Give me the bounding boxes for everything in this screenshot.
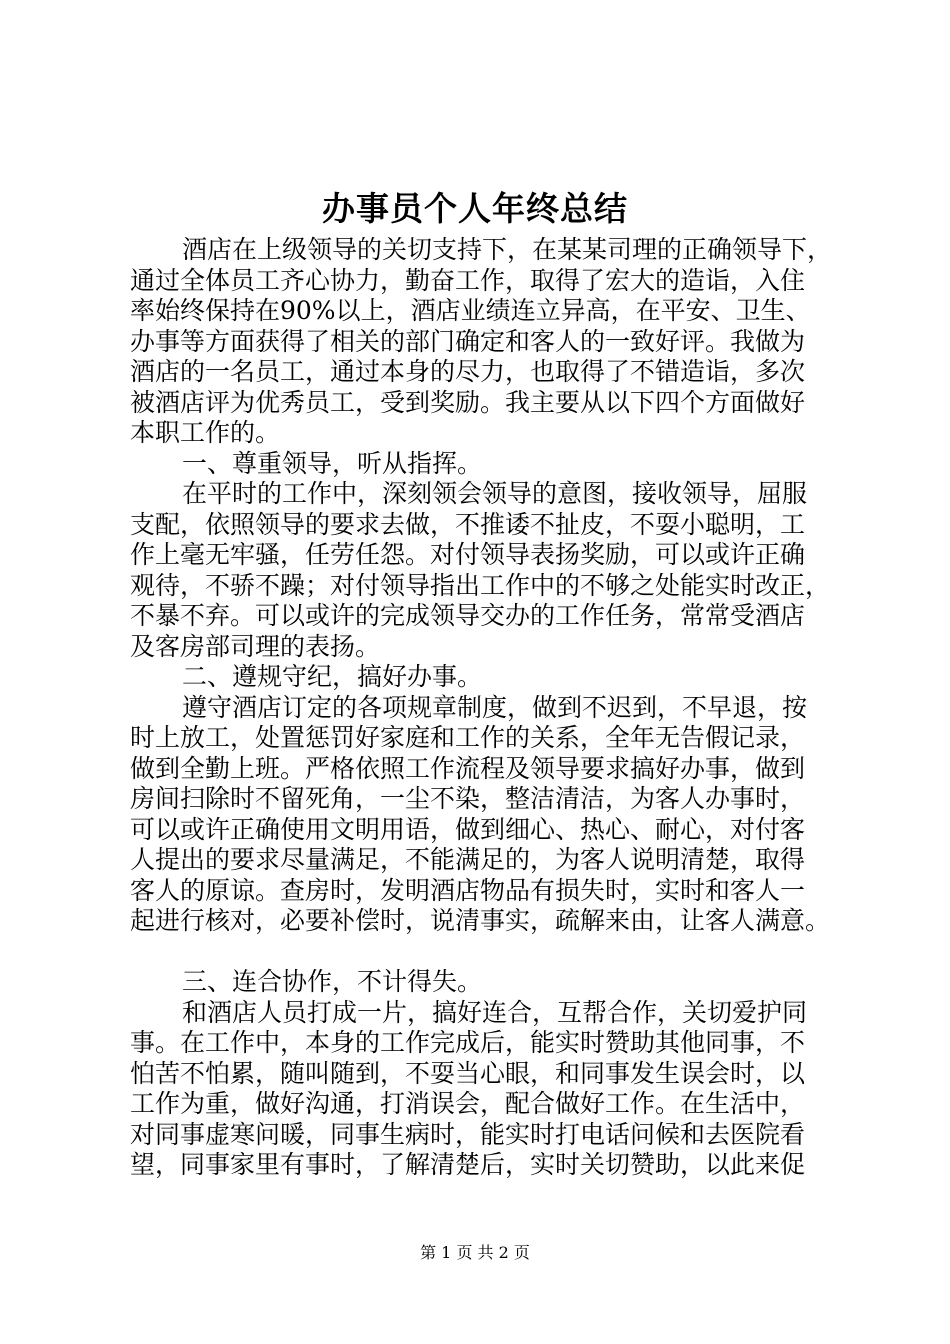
section-heading: 一、尊重领导，听从指挥。 — [182, 448, 483, 478]
body-line: 在平时的工作中，深刻领会领导的意图，接收领导，屈服 — [182, 479, 808, 508]
body-line: 望，同事家里有事时，了解清楚后，实时关切赞助，以此来促 — [130, 1150, 806, 1179]
body-line: 对同事虚寒问暖，同事生病时，能实时打电话问候和去医院看 — [130, 1119, 806, 1149]
body-line: 和酒店人员打成一片，搞好连合，互帮合作，关切爱护同 — [182, 997, 808, 1027]
body-line: 及客房部司理的表扬。 — [130, 631, 381, 661]
body-line: 观待，不骄不躁；对付领导指出工作中的不够之处能实时改正， — [130, 570, 831, 600]
body-line: 酒店的一名员工，通过本身的尽力，也取得了不错造诣，多次 — [130, 357, 806, 386]
body-line: 办事等方面获得了相关的部门确定和客人的一致好评。我做为 — [130, 326, 806, 356]
body-line: 遵守酒店订定的各项规章制度，做到不迟到，不早退，按 — [182, 692, 808, 722]
body-line: 率始终保持在90%以上，酒店业绩连立异高，在平安、卫生、 — [130, 296, 811, 325]
body-line: 做到全勤上班。严格依照工作流程及领导要求搞好办事，做到 — [130, 753, 806, 783]
section-heading: 二、遵规守纪，搞好办事。 — [182, 662, 483, 691]
body-line: 起进行核对，必要补偿时，说清事实，疏解来由，让客人满意。 — [130, 906, 831, 935]
body-line: 作上毫无牢骚，任劳任怨。对付领导表扬奖励，可以或许正确 — [130, 540, 806, 569]
body-line: 可以或许正确使用文明用语，做到细心、热心、耐心，对付客 — [130, 814, 806, 844]
body-line: 酒店在上级领导的关切支持下，在某某司理的正确领导下， — [182, 235, 833, 264]
section-heading: 三、连合协作，不计得失。 — [182, 967, 483, 996]
body-line: 怕苦不怕累，随叫随到，不耍当心眼，和同事发生误会时，以 — [130, 1058, 806, 1088]
body-line: 客人的原谅。查房时，发明酒店物品有损失时，实时和客人一 — [130, 875, 806, 905]
body-line: 本职工作的。 — [130, 418, 281, 447]
document-body — [130, 235, 852, 1181]
page-footer: 第 1 页 共 2 页 — [420, 1243, 530, 1262]
body-line: 事。在工作中，本身的工作完成后，能实时赞助其他同事，不 — [130, 1028, 806, 1057]
body-line: 工作为重，做好沟通，打消误会，配合做好工作。在生活中， — [130, 1089, 806, 1118]
document-title: 办事员个人年终总结 — [322, 189, 628, 228]
body-line: 被酒店评为优秀员工，受到奖励。我主要从以下四个方面做好 — [130, 387, 806, 417]
blank-line — [130, 937, 852, 968]
body-line: 人提出的要求尽量满足，不能满足的，为客人说明清楚，取得 — [130, 845, 806, 874]
body-line: 时上放工，处置惩罚好家庭和工作的关系，全年无告假记录， — [130, 723, 806, 752]
body-line: 支配，依照领导的要求去做，不推诿不扯皮，不耍小聪明，工 — [130, 509, 806, 539]
body-line: 不暴不弃。可以或许的完成领导交办的工作任务，常常受酒店 — [130, 601, 806, 630]
body-line: 房间扫除时不留死角，一尘不染，整洁清洁，为客人办事时， — [130, 784, 806, 813]
body-line: 通过全体员工齐心协力，勤奋工作，取得了宏大的造诣，入住 — [130, 265, 806, 295]
